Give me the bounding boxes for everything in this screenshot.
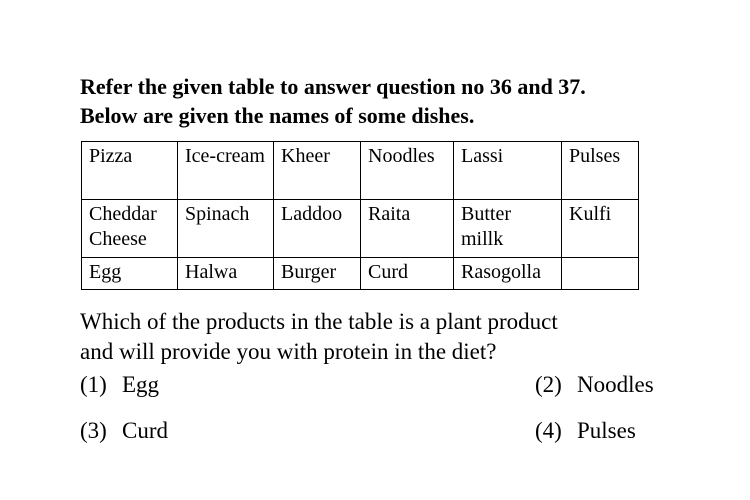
- option-number: (2): [535, 372, 562, 397]
- option-1[interactable]: [80, 370, 159, 400]
- table-cell: Pulses: [562, 142, 639, 200]
- table-cell: Burger: [274, 258, 361, 290]
- table-row: [82, 200, 639, 258]
- table-cell: Kulfi: [562, 200, 639, 258]
- table-cell: Ice-cream: [178, 142, 274, 200]
- instruction-line-2: Below are given the names of some dishes.: [80, 103, 475, 128]
- table-row: [82, 142, 639, 200]
- table-cell: Kheer: [274, 142, 361, 200]
- table-cell: Rasogolla: [454, 258, 562, 290]
- option-2[interactable]: [535, 370, 654, 400]
- table-cell: Halwa: [178, 258, 274, 290]
- table-row: [82, 258, 639, 290]
- table-cell: Raita: [361, 200, 454, 258]
- table-cell: [562, 258, 639, 290]
- option-number: (4): [535, 418, 562, 443]
- question-line-1: Which of the products in the table is a plant product: [80, 309, 558, 334]
- option-text: Egg: [122, 372, 160, 397]
- table-cell: Laddoo: [274, 200, 361, 258]
- table-cell: Spinach: [178, 200, 274, 258]
- option-text: Noodles: [577, 372, 654, 397]
- option-3[interactable]: [80, 416, 168, 446]
- option-text: Curd: [122, 418, 168, 443]
- option-number: (3): [80, 418, 107, 443]
- dishes-table: [81, 141, 639, 290]
- table-cell: Egg: [82, 258, 178, 290]
- option-number: (1): [80, 372, 107, 397]
- table-cell: Cheddar Cheese: [82, 200, 178, 258]
- option-text: Pulses: [577, 418, 636, 443]
- table-cell: Butter millk: [454, 200, 562, 258]
- option-4[interactable]: [535, 416, 636, 446]
- table-cell: Lassi: [454, 142, 562, 200]
- question-line-2: and will provide you with protein in the diet?: [80, 339, 497, 364]
- table-cell: Noodles: [361, 142, 454, 200]
- table-cell: Curd: [361, 258, 454, 290]
- instruction-line-1: Refer the given table to answer question no 36 and 37.: [80, 74, 586, 99]
- table-cell: Pizza: [82, 142, 178, 200]
